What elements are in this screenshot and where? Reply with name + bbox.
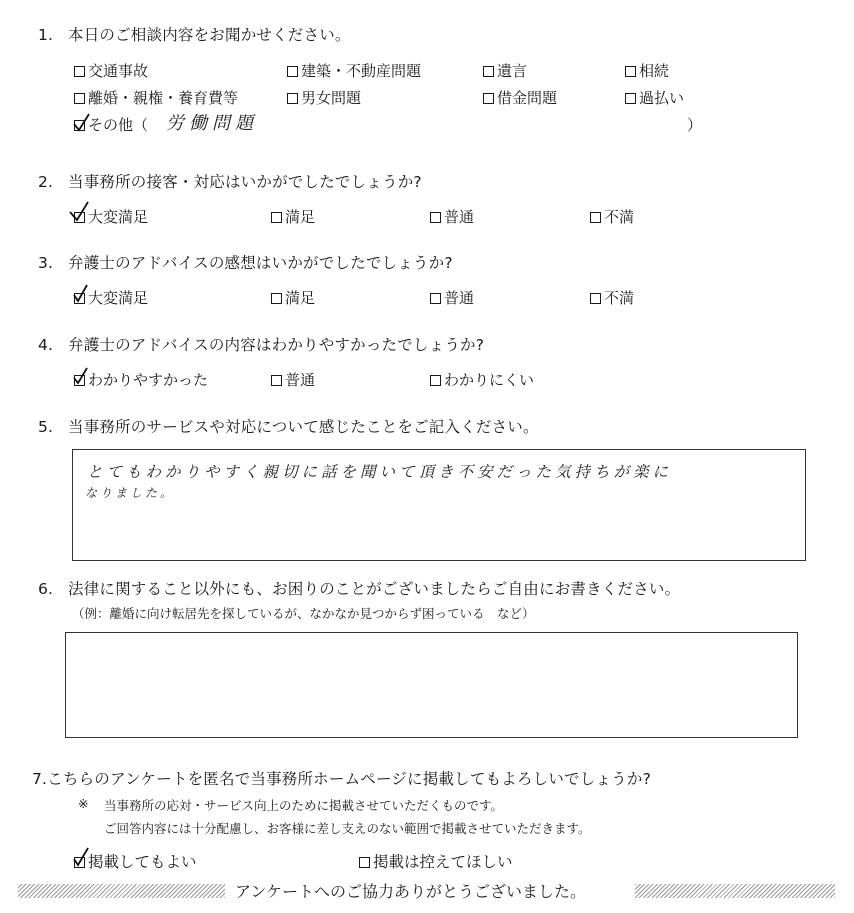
checkbox-checked[interactable] (74, 293, 85, 304)
question-6-title: 6. 法律に関すること以外にも、お困りのことがございましたらご自由にお書きください。 (38, 580, 681, 598)
answer-box-5[interactable] (72, 449, 806, 561)
option-very-satisfied[interactable]: 大変満足 (74, 206, 148, 227)
checkbox[interactable] (74, 66, 85, 77)
question-1-title: 1. 本日のご相談内容をお聞かせください。 (38, 26, 351, 44)
option-neutral[interactable]: 普通 (271, 369, 315, 390)
checkbox[interactable] (271, 293, 282, 304)
option-dissatisfied[interactable]: 不満 (590, 287, 634, 308)
option-satisfied[interactable]: 満足 (271, 287, 315, 308)
option-may-publish[interactable]: 掲載してもよい (74, 850, 197, 872)
checkbox[interactable] (590, 212, 601, 223)
handwritten-answer-line-2: なりました。 (85, 486, 176, 500)
handwritten-other-answer: 労働問題 (166, 113, 258, 134)
checkbox[interactable] (625, 93, 636, 104)
checkbox[interactable] (590, 293, 601, 304)
option-overpayment[interactable]: 過払い (625, 87, 684, 108)
option-will[interactable]: 遺言 (483, 60, 527, 81)
checkbox[interactable] (483, 93, 494, 104)
checkbox[interactable] (430, 293, 441, 304)
other-close-paren: ） (687, 116, 703, 134)
note-mark: ※ (78, 796, 89, 811)
checkbox-checked[interactable] (74, 375, 85, 386)
checkbox-checked[interactable] (74, 857, 85, 868)
option-neutral[interactable]: 普通 (430, 206, 474, 227)
option-divorce-custody[interactable]: 離婚・親権・養育費等 (74, 87, 238, 108)
option-satisfied[interactable]: 満足 (271, 206, 315, 227)
checkbox[interactable] (74, 93, 85, 104)
option-dissatisfied[interactable]: 不満 (590, 206, 634, 227)
option-inheritance[interactable]: 相続 (625, 60, 669, 81)
question-7-title: 7.こちらのアンケートを匿名で当事務所ホームページに掲載してもよろしいでしょうか? (32, 770, 651, 788)
option-do-not-publish[interactable]: 掲載は控えてほしい (359, 850, 513, 872)
checkbox-checked[interactable] (74, 212, 85, 223)
check-mark-icon (73, 849, 91, 869)
note-line-1: 当事務所の応対・サービス向上のために掲載させていただくものです。 (104, 798, 504, 813)
checkbox-checked[interactable] (74, 120, 85, 131)
footer-hatch-left (18, 884, 225, 898)
handwritten-answer-line-1: とてもわかりやすく親切に話を聞いて頂き不安だった気持ちが楽に (87, 463, 673, 481)
checkbox[interactable] (483, 66, 494, 77)
question-2-title: 2. 当事務所の接客・対応はいかがでしたでしょうか? (38, 173, 422, 191)
checkbox[interactable] (359, 857, 370, 868)
answer-box-6[interactable] (65, 632, 798, 738)
option-neutral[interactable]: 普通 (430, 287, 474, 308)
check-mark-icon (73, 112, 91, 132)
question-6-example: （例：離婚に向け転居先を探しているが、なかなか見つからず困っている など） (72, 606, 535, 621)
note-line-2: ご回答内容には十分配慮し、お客様に差し支えのない範囲で掲載させていただきます。 (104, 821, 591, 836)
footer-thanks: アンケートへのご協力ありがとうございました。 (235, 882, 587, 901)
question-4-title: 4. 弁護士のアドバイスの内容はわかりやすかったでしょうか? (38, 336, 485, 354)
checkbox[interactable] (430, 212, 441, 223)
option-other[interactable]: その他（ (74, 114, 148, 135)
check-mark-icon (73, 367, 91, 387)
option-construction-realestate[interactable]: 建築・不動産問題 (287, 60, 421, 81)
check-mark-icon (73, 204, 91, 224)
checkbox[interactable] (271, 212, 282, 223)
footer-hatch-right (635, 884, 835, 898)
check-mark-icon (73, 285, 91, 305)
question-3-title: 3. 弁護士のアドバイスの感想はいかがでしたでしょうか? (38, 254, 453, 272)
checkbox[interactable] (271, 375, 282, 386)
option-debt[interactable]: 借金問題 (483, 87, 557, 108)
option-very-satisfied[interactable]: 大変満足 (74, 287, 148, 308)
checkbox[interactable] (287, 66, 298, 77)
option-hard-to-understand[interactable]: わかりにくい (430, 369, 534, 390)
question-5-title: 5. 当事務所のサービスや対応について感じたことをご記入ください。 (38, 418, 539, 436)
checkbox[interactable] (430, 375, 441, 386)
checkbox[interactable] (625, 66, 636, 77)
option-gender-issues[interactable]: 男女問題 (287, 87, 361, 108)
checkbox[interactable] (287, 93, 298, 104)
option-traffic-accident[interactable]: 交通事故 (74, 60, 148, 81)
option-easy-to-understand[interactable]: わかりやすかった (74, 369, 208, 390)
